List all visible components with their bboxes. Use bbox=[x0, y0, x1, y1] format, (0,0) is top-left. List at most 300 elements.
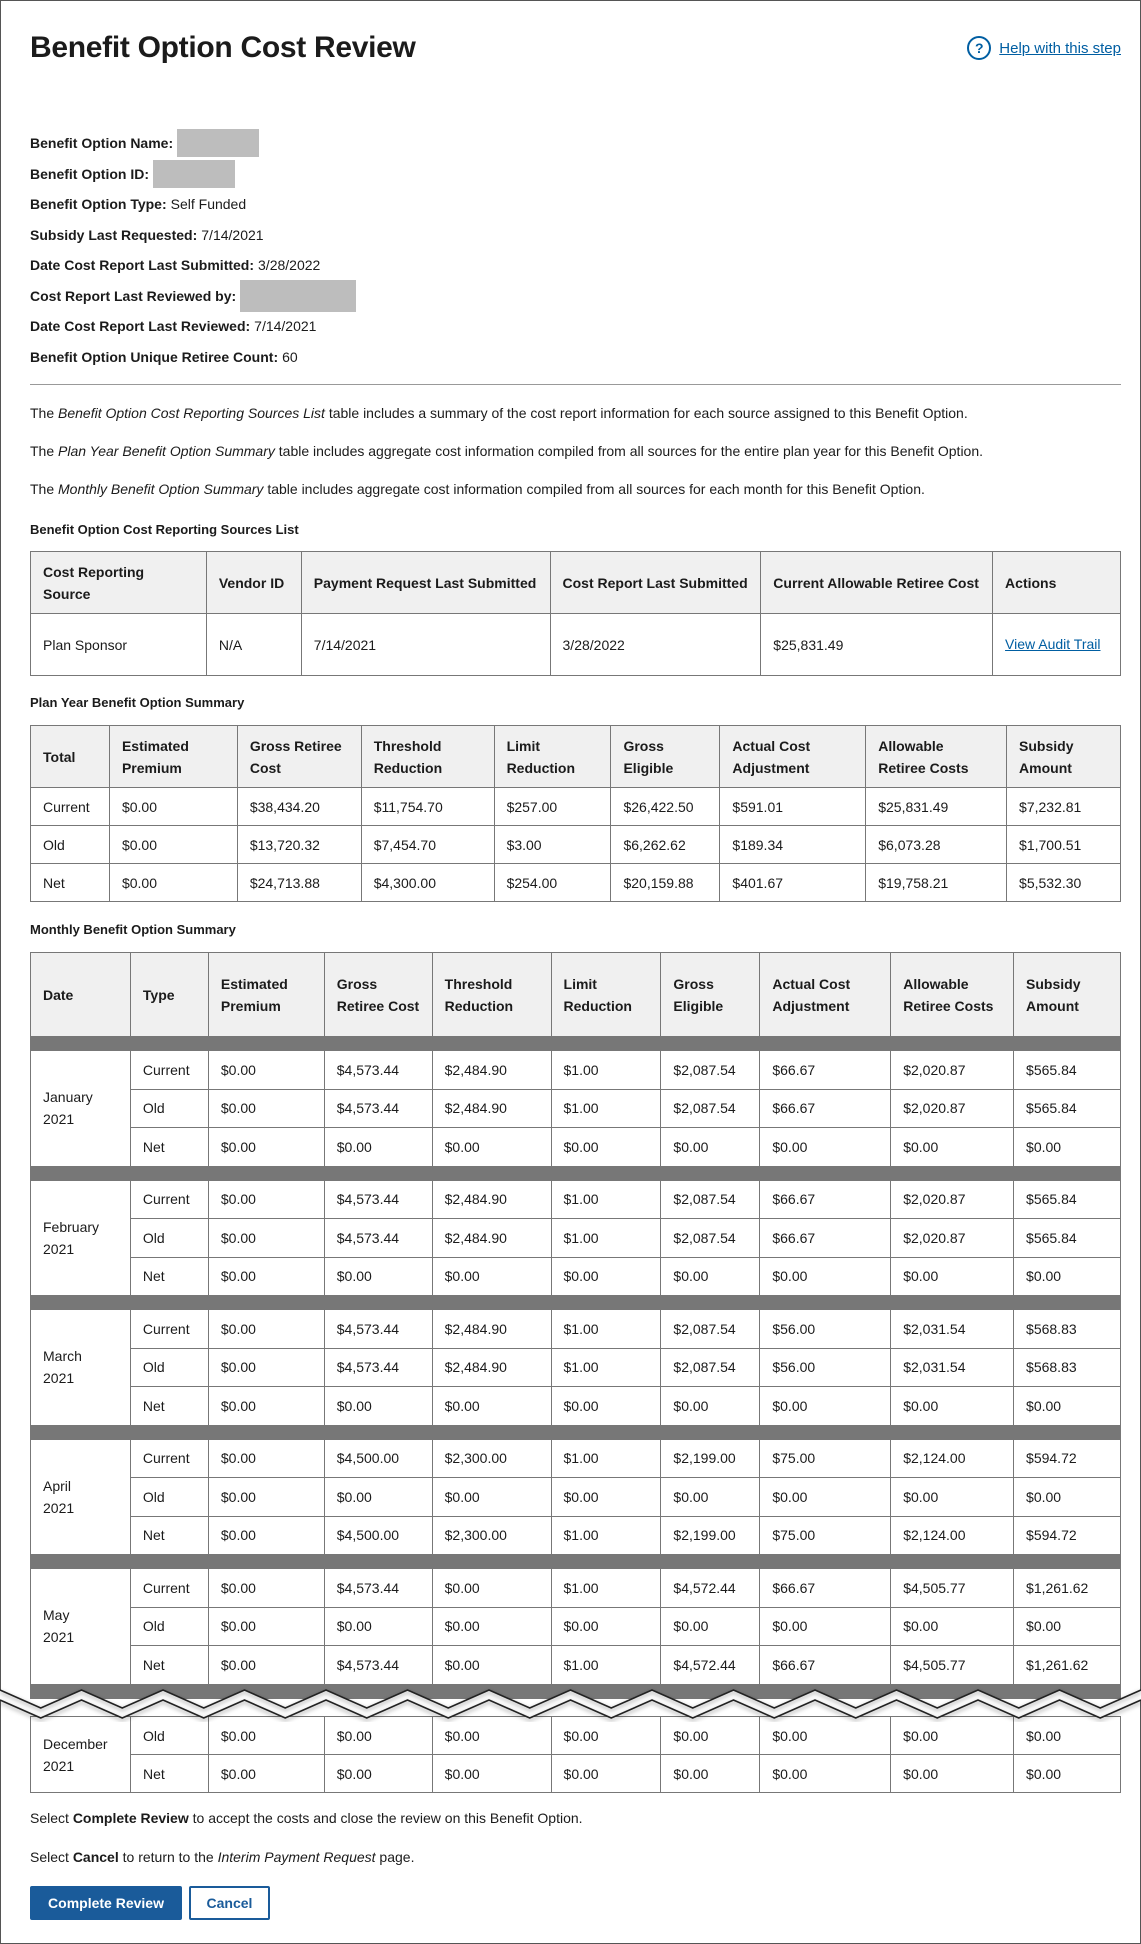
year-label: 2021 bbox=[43, 1499, 75, 1516]
table-row bbox=[31, 1051, 1121, 1090]
table-cell: $38,434.20 bbox=[237, 788, 361, 826]
table-cell: $2,300.00 bbox=[432, 1516, 551, 1555]
table-row bbox=[31, 1439, 1121, 1478]
table-cell: $75.00 bbox=[760, 1439, 891, 1478]
table-cell: $24,713.88 bbox=[237, 864, 361, 902]
table-cell: $4,573.44 bbox=[324, 1219, 432, 1258]
col-header: Current Allowable Retiree Cost bbox=[761, 552, 993, 614]
table-cell: $0.00 bbox=[432, 1717, 551, 1755]
col-header: Gross Retiree Cost bbox=[324, 953, 432, 1037]
table-cell: $0.00 bbox=[432, 1128, 551, 1167]
table-cell: $0.00 bbox=[324, 1257, 432, 1296]
col-header: Actions bbox=[993, 552, 1121, 614]
table-cell: Current bbox=[130, 1051, 208, 1090]
table-cell: $0.00 bbox=[109, 788, 237, 826]
table-cell: $2,020.87 bbox=[891, 1089, 1014, 1128]
table-cell: Old bbox=[130, 1219, 208, 1258]
table-cell: $0.00 bbox=[760, 1478, 891, 1517]
col-header: Estimated Premium bbox=[208, 953, 324, 1037]
help-circle-icon: ? bbox=[967, 36, 991, 60]
page-break-zigzag bbox=[0, 1686, 1141, 1722]
table-cell: $568.83 bbox=[1014, 1310, 1121, 1349]
table-cell: $2,031.54 bbox=[891, 1348, 1014, 1387]
intro-sources: The Benefit Option Cost Reporting Sources List table includes a summary of the cost report information for each source assigned to this Benefit Option. bbox=[30, 405, 968, 421]
table-cell: $0.00 bbox=[1014, 1755, 1121, 1793]
table-cell: $1,700.51 bbox=[1007, 826, 1121, 864]
table-row bbox=[31, 1310, 1121, 1349]
table-cell: $0.00 bbox=[208, 1717, 324, 1755]
sources-table bbox=[30, 551, 1121, 676]
table-cell: $0.00 bbox=[324, 1755, 432, 1793]
table-cell: $4,572.44 bbox=[661, 1569, 760, 1608]
table-cell: $20,159.88 bbox=[611, 864, 720, 902]
month-label: March bbox=[43, 1348, 82, 1365]
table-cell: $56.00 bbox=[760, 1348, 891, 1387]
meta-subsidy-row bbox=[30, 220, 356, 251]
table-cell: $0.00 bbox=[324, 1607, 432, 1646]
table-cell: $1.00 bbox=[551, 1180, 661, 1219]
table-cell: $0.00 bbox=[208, 1180, 324, 1219]
month-separator bbox=[31, 1166, 1121, 1180]
table-cell: $1.00 bbox=[551, 1089, 661, 1128]
table-cell: Net bbox=[130, 1755, 208, 1793]
meta-count-label: Benefit Option Unique Retiree Count: bbox=[30, 348, 279, 365]
table-cell: $4,573.44 bbox=[324, 1348, 432, 1387]
table-cell: $0.00 bbox=[891, 1717, 1014, 1755]
table-row bbox=[31, 864, 1121, 902]
table-cell: Old bbox=[31, 826, 110, 864]
table-cell: $257.00 bbox=[494, 788, 611, 826]
table-cell: Net bbox=[130, 1257, 208, 1296]
table-row bbox=[31, 1348, 1121, 1387]
table-cell: $66.67 bbox=[760, 1569, 891, 1608]
table-cell: $7,454.70 bbox=[361, 826, 494, 864]
table-cell: $0.00 bbox=[891, 1478, 1014, 1517]
table-cell: $0.00 bbox=[208, 1089, 324, 1128]
planyear-header-row bbox=[31, 726, 1121, 788]
meta-subsidy-value: 7/14/2021 bbox=[201, 226, 264, 243]
meta-reviewer-row bbox=[30, 281, 356, 312]
help-link[interactable] bbox=[967, 36, 1121, 60]
table-row bbox=[31, 1180, 1121, 1219]
meta-id-row bbox=[30, 159, 356, 190]
table-cell: Current bbox=[130, 1439, 208, 1478]
table-row bbox=[31, 826, 1121, 864]
table-cell: $2,484.90 bbox=[432, 1310, 551, 1349]
table-cell: $0.00 bbox=[208, 1439, 324, 1478]
table-cell: $0.00 bbox=[432, 1569, 551, 1608]
table-cell: $0.00 bbox=[208, 1646, 324, 1685]
table-cell: $6,262.62 bbox=[611, 826, 720, 864]
table-cell: $4,505.77 bbox=[891, 1569, 1014, 1608]
table-cell: $0.00 bbox=[208, 1478, 324, 1517]
table-cell: $3.00 bbox=[494, 826, 611, 864]
table-row bbox=[31, 1516, 1121, 1555]
table-cell: $0.00 bbox=[324, 1478, 432, 1517]
actions-cell bbox=[993, 614, 1121, 676]
year-label: 2021 bbox=[43, 1370, 75, 1387]
meta-name-label: Benefit Option Name: bbox=[30, 135, 174, 152]
table-cell: $2,484.90 bbox=[432, 1180, 551, 1219]
month-label: May bbox=[43, 1607, 70, 1624]
col-header: Subsidy Amount bbox=[1007, 726, 1121, 788]
table-row bbox=[31, 1219, 1121, 1258]
table-row bbox=[31, 788, 1121, 826]
table-cell: Net bbox=[130, 1646, 208, 1685]
table-cell: $0.00 bbox=[208, 1128, 324, 1167]
table-cell: $25,831.49 bbox=[761, 614, 993, 676]
sources-header-row bbox=[31, 552, 1121, 614]
table-cell: Old bbox=[130, 1607, 208, 1646]
table-cell: $1.00 bbox=[551, 1439, 661, 1478]
complete-review-button[interactable]: Complete Review bbox=[30, 1886, 182, 1920]
table-cell: $2,031.54 bbox=[891, 1310, 1014, 1349]
table-cell: $0.00 bbox=[432, 1755, 551, 1793]
table-cell: Old bbox=[130, 1348, 208, 1387]
table-row bbox=[31, 1257, 1121, 1296]
meta-reviewed-value: 7/14/2021 bbox=[254, 318, 317, 335]
meta-type-value: Self Funded bbox=[170, 196, 247, 213]
table-cell: 7/14/2021 bbox=[301, 614, 550, 676]
table-cell: $2,087.54 bbox=[661, 1348, 760, 1387]
table-cell: $26,422.50 bbox=[611, 788, 720, 826]
col-header: Subsidy Amount bbox=[1014, 953, 1121, 1037]
table-cell: $2,484.90 bbox=[432, 1348, 551, 1387]
col-header: Threshold Reduction bbox=[361, 726, 494, 788]
table-cell: $0.00 bbox=[324, 1717, 432, 1755]
table-cell: $0.00 bbox=[551, 1607, 661, 1646]
table-cell: $2,484.90 bbox=[432, 1051, 551, 1090]
table-cell: $565.84 bbox=[1014, 1051, 1121, 1090]
table-cell: Plan Sponsor bbox=[31, 614, 207, 676]
table-cell: Current bbox=[130, 1310, 208, 1349]
table-cell: $0.00 bbox=[208, 1607, 324, 1646]
table-cell: $4,573.44 bbox=[324, 1089, 432, 1128]
table-cell: $0.00 bbox=[661, 1607, 760, 1646]
col-header: Actual Cost Adjustment bbox=[760, 953, 891, 1037]
table-cell: $2,087.54 bbox=[661, 1180, 760, 1219]
meta-type-label: Benefit Option Type: bbox=[30, 196, 167, 213]
table-cell: $2,020.87 bbox=[891, 1051, 1014, 1090]
table-cell: $1.00 bbox=[551, 1051, 661, 1090]
redacted-name bbox=[177, 129, 259, 157]
monthly-header-row bbox=[31, 953, 1121, 1037]
benefit-option-details bbox=[30, 128, 356, 372]
meta-reviewed-label: Date Cost Report Last Reviewed: bbox=[30, 318, 251, 335]
table-cell: Net bbox=[130, 1128, 208, 1167]
table-cell: $1.00 bbox=[551, 1219, 661, 1258]
table-cell: $0.00 bbox=[208, 1310, 324, 1349]
meta-subsidy-label: Subsidy Last Requested: bbox=[30, 226, 198, 243]
col-header: Allowable Retiree Costs bbox=[866, 726, 1007, 788]
table-cell: $2,020.87 bbox=[891, 1180, 1014, 1219]
table-cell: $66.67 bbox=[760, 1089, 891, 1128]
table-cell: $0.00 bbox=[551, 1257, 661, 1296]
table-cell: $0.00 bbox=[208, 1257, 324, 1296]
table-cell: $66.67 bbox=[760, 1219, 891, 1258]
year-label: 2021 bbox=[43, 1111, 75, 1128]
table-cell: $66.67 bbox=[760, 1180, 891, 1219]
help-link-label[interactable]: Help with this step bbox=[999, 39, 1121, 57]
year-label: 2021 bbox=[43, 1240, 75, 1257]
col-header: Vendor ID bbox=[206, 552, 301, 614]
table-cell: $0.00 bbox=[661, 1755, 760, 1793]
col-header: Date bbox=[31, 953, 131, 1037]
table-cell: $0.00 bbox=[208, 1219, 324, 1258]
col-header: Allowable Retiree Costs bbox=[891, 953, 1014, 1037]
table-cell: Old bbox=[130, 1478, 208, 1517]
footer-instruction-cancel: Select Cancel to return to the Interim Payment Request page. bbox=[30, 1849, 415, 1865]
table-row bbox=[31, 1478, 1121, 1517]
table-row bbox=[31, 1717, 1121, 1755]
table-cell: $0.00 bbox=[1014, 1717, 1121, 1755]
month-label: February bbox=[43, 1218, 100, 1235]
table-cell: $0.00 bbox=[432, 1478, 551, 1517]
table-cell: $1.00 bbox=[551, 1516, 661, 1555]
table-cell: $565.84 bbox=[1014, 1180, 1121, 1219]
table-cell: $0.00 bbox=[891, 1257, 1014, 1296]
table-cell: $4,300.00 bbox=[361, 864, 494, 902]
table-cell: $4,573.44 bbox=[324, 1180, 432, 1219]
table-cell: $0.00 bbox=[760, 1607, 891, 1646]
table-cell: $401.67 bbox=[720, 864, 866, 902]
table-cell: $0.00 bbox=[432, 1607, 551, 1646]
table-cell: $2,484.90 bbox=[432, 1089, 551, 1128]
col-header: Limit Reduction bbox=[494, 726, 611, 788]
col-header: Estimated Premium bbox=[109, 726, 237, 788]
table-cell: $0.00 bbox=[208, 1516, 324, 1555]
table-cell: $0.00 bbox=[891, 1387, 1014, 1426]
table-cell: $0.00 bbox=[208, 1755, 324, 1793]
planyear-table bbox=[30, 725, 1121, 902]
month-cell bbox=[31, 1180, 131, 1296]
table-cell: $56.00 bbox=[760, 1310, 891, 1349]
table-cell: $0.00 bbox=[551, 1755, 661, 1793]
table-cell: $2,124.00 bbox=[891, 1516, 1014, 1555]
table-cell: $591.01 bbox=[720, 788, 866, 826]
month-label: December bbox=[43, 1735, 108, 1752]
table-cell: $565.84 bbox=[1014, 1219, 1121, 1258]
col-header: Gross Retiree Cost bbox=[237, 726, 361, 788]
table-row bbox=[31, 1128, 1121, 1167]
table-cell: $0.00 bbox=[760, 1257, 891, 1296]
table-cell: $4,505.77 bbox=[891, 1646, 1014, 1685]
table-cell: Net bbox=[31, 864, 110, 902]
redacted-id bbox=[153, 160, 235, 188]
month-label: January bbox=[43, 1089, 93, 1106]
table-cell: $0.00 bbox=[324, 1128, 432, 1167]
table-cell: Old bbox=[130, 1717, 208, 1755]
table-cell: Net bbox=[130, 1387, 208, 1426]
table-cell: $0.00 bbox=[551, 1478, 661, 1517]
table-cell: $0.00 bbox=[432, 1387, 551, 1426]
table-cell: $0.00 bbox=[1014, 1128, 1121, 1167]
table-cell: $0.00 bbox=[432, 1257, 551, 1296]
year-label: 2021 bbox=[43, 1629, 75, 1646]
table-cell: $0.00 bbox=[1014, 1257, 1121, 1296]
col-header: Type bbox=[130, 953, 208, 1037]
table-cell: $0.00 bbox=[208, 1387, 324, 1426]
table-cell: $66.67 bbox=[760, 1051, 891, 1090]
col-header: Cost Reporting Source bbox=[31, 552, 207, 614]
table-cell: $25,831.49 bbox=[866, 788, 1007, 826]
table-cell: $189.34 bbox=[720, 826, 866, 864]
col-header: Limit Reduction bbox=[551, 953, 661, 1037]
table-cell: $2,087.54 bbox=[661, 1051, 760, 1090]
table-cell: $0.00 bbox=[760, 1387, 891, 1426]
col-header: Cost Report Last Submitted bbox=[550, 552, 761, 614]
table-cell: $594.72 bbox=[1014, 1516, 1121, 1555]
month-separator bbox=[31, 1037, 1121, 1051]
table-cell: $4,573.44 bbox=[324, 1569, 432, 1608]
table-cell: $0.00 bbox=[208, 1348, 324, 1387]
meta-name-row bbox=[30, 128, 356, 159]
year-label: 2021 bbox=[43, 1757, 75, 1774]
col-header: Threshold Reduction bbox=[432, 953, 551, 1037]
table-cell: $0.00 bbox=[551, 1387, 661, 1426]
col-header: Gross Eligible bbox=[611, 726, 720, 788]
table-cell: $0.00 bbox=[1014, 1387, 1121, 1426]
meta-id-label: Benefit Option ID: bbox=[30, 165, 149, 182]
table-cell: $0.00 bbox=[760, 1755, 891, 1793]
table-cell: $0.00 bbox=[760, 1128, 891, 1167]
monthly-table bbox=[30, 952, 1121, 1699]
table-cell: $0.00 bbox=[432, 1646, 551, 1685]
month-cell bbox=[31, 1310, 131, 1426]
month-separator bbox=[31, 1296, 1121, 1310]
month-label: April bbox=[43, 1477, 72, 1494]
table-cell: Current bbox=[130, 1180, 208, 1219]
table-row bbox=[31, 1607, 1121, 1646]
intro-planyear: The Plan Year Benefit Option Summary table includes aggregate cost information compiled from all sources for the entire plan year for this Benefit Option. bbox=[30, 443, 984, 459]
table-cell: $0.00 bbox=[661, 1478, 760, 1517]
meta-submitted-label: Date Cost Report Last Submitted: bbox=[30, 257, 255, 274]
table-cell: $594.72 bbox=[1014, 1439, 1121, 1478]
table-cell: Current bbox=[31, 788, 110, 826]
table-cell: $0.00 bbox=[1014, 1607, 1121, 1646]
table-cell: $4,500.00 bbox=[324, 1439, 432, 1478]
col-header: Payment Request Last Submitted bbox=[301, 552, 550, 614]
table-cell: $1.00 bbox=[551, 1348, 661, 1387]
table-cell: $568.83 bbox=[1014, 1348, 1121, 1387]
table-cell: $2,199.00 bbox=[661, 1516, 760, 1555]
redacted-reviewer bbox=[240, 280, 356, 312]
meta-count-value: 60 bbox=[282, 348, 298, 365]
table-cell: $0.00 bbox=[551, 1128, 661, 1167]
december-table bbox=[30, 1716, 1121, 1793]
table-row bbox=[31, 614, 1121, 676]
table-cell: $0.00 bbox=[208, 1569, 324, 1608]
month-separator bbox=[31, 1425, 1121, 1439]
table-cell: $0.00 bbox=[891, 1607, 1014, 1646]
table-cell: 3/28/2022 bbox=[550, 614, 761, 676]
intro-monthly: The Monthly Benefit Option Summary table includes aggregate cost information compiled from all sources for each month for this Benefit Option. bbox=[30, 481, 925, 497]
meta-reviewer-label: Cost Report Last Reviewed by: bbox=[30, 287, 237, 304]
month-cell bbox=[31, 1439, 131, 1555]
table-row bbox=[31, 1646, 1121, 1685]
table-cell: N/A bbox=[206, 614, 301, 676]
table-cell: $5,532.30 bbox=[1007, 864, 1121, 902]
table-cell: $11,754.70 bbox=[361, 788, 494, 826]
table-cell: $0.00 bbox=[551, 1717, 661, 1755]
table-row bbox=[31, 1755, 1121, 1793]
table-row bbox=[31, 1387, 1121, 1426]
table-cell: $4,573.44 bbox=[324, 1310, 432, 1349]
table-cell: $4,572.44 bbox=[661, 1646, 760, 1685]
month-cell bbox=[31, 1717, 131, 1793]
table-cell: $0.00 bbox=[661, 1257, 760, 1296]
table-cell: $13,720.32 bbox=[237, 826, 361, 864]
table-cell: $2,300.00 bbox=[432, 1439, 551, 1478]
table-cell: $75.00 bbox=[760, 1516, 891, 1555]
table-cell: $0.00 bbox=[760, 1717, 891, 1755]
table-cell: $0.00 bbox=[324, 1387, 432, 1426]
meta-type-row bbox=[30, 189, 356, 220]
table-cell: $6,073.28 bbox=[866, 826, 1007, 864]
table-cell: $0.00 bbox=[661, 1717, 760, 1755]
table-cell: $2,087.54 bbox=[661, 1219, 760, 1258]
month-cell bbox=[31, 1051, 131, 1167]
table-cell: $0.00 bbox=[891, 1755, 1014, 1793]
table-cell: $1.00 bbox=[551, 1569, 661, 1608]
table-cell: Net bbox=[130, 1516, 208, 1555]
table-cell: $7,232.81 bbox=[1007, 788, 1121, 826]
table-cell: $2,484.90 bbox=[432, 1219, 551, 1258]
meta-reviewed-row bbox=[30, 311, 356, 342]
col-header: Actual Cost Adjustment bbox=[720, 726, 866, 788]
table-cell: $0.00 bbox=[109, 826, 237, 864]
month-separator bbox=[31, 1555, 1121, 1569]
table-cell: $4,573.44 bbox=[324, 1646, 432, 1685]
table-cell: Old bbox=[130, 1089, 208, 1128]
table-cell: $0.00 bbox=[891, 1128, 1014, 1167]
table-row bbox=[31, 1569, 1121, 1608]
meta-submitted-row bbox=[30, 250, 356, 281]
month-cell bbox=[31, 1569, 131, 1685]
table-cell: $66.67 bbox=[760, 1646, 891, 1685]
table-cell: Current bbox=[130, 1569, 208, 1608]
footer-instruction-complete: Select Complete Review to accept the costs and close the review on this Benefit Option. bbox=[30, 1810, 583, 1826]
page-title: Benefit Option Cost Review bbox=[30, 31, 416, 64]
table-cell: $1.00 bbox=[551, 1646, 661, 1685]
table-cell: $0.00 bbox=[661, 1128, 760, 1167]
col-header: Gross Eligible bbox=[661, 953, 760, 1037]
table-cell: $4,500.00 bbox=[324, 1516, 432, 1555]
table-cell: $565.84 bbox=[1014, 1089, 1121, 1128]
table-row bbox=[31, 1089, 1121, 1128]
col-header: Total bbox=[31, 726, 110, 788]
table-cell: $1,261.62 bbox=[1014, 1569, 1121, 1608]
table-cell: $2,020.87 bbox=[891, 1219, 1014, 1258]
table-cell: $2,124.00 bbox=[891, 1439, 1014, 1478]
section-divider bbox=[30, 384, 1121, 385]
table-cell: $1,261.62 bbox=[1014, 1646, 1121, 1685]
table-cell: $0.00 bbox=[208, 1051, 324, 1090]
table-cell: $2,199.00 bbox=[661, 1439, 760, 1478]
table-cell: $2,087.54 bbox=[661, 1310, 760, 1349]
table-cell: $1.00 bbox=[551, 1310, 661, 1349]
table-cell: $254.00 bbox=[494, 864, 611, 902]
table-cell: $4,573.44 bbox=[324, 1051, 432, 1090]
table-cell: $0.00 bbox=[661, 1387, 760, 1426]
monthly-table-title: Monthly Benefit Option Summary bbox=[30, 922, 236, 937]
view-audit-trail-link[interactable]: View Audit Trail bbox=[1005, 636, 1101, 652]
meta-count-row bbox=[30, 342, 356, 373]
table-cell: $0.00 bbox=[1014, 1478, 1121, 1517]
table-cell: $2,087.54 bbox=[661, 1089, 760, 1128]
sources-table-title: Benefit Option Cost Reporting Sources List bbox=[30, 522, 299, 537]
cancel-button[interactable]: Cancel bbox=[189, 1886, 270, 1920]
